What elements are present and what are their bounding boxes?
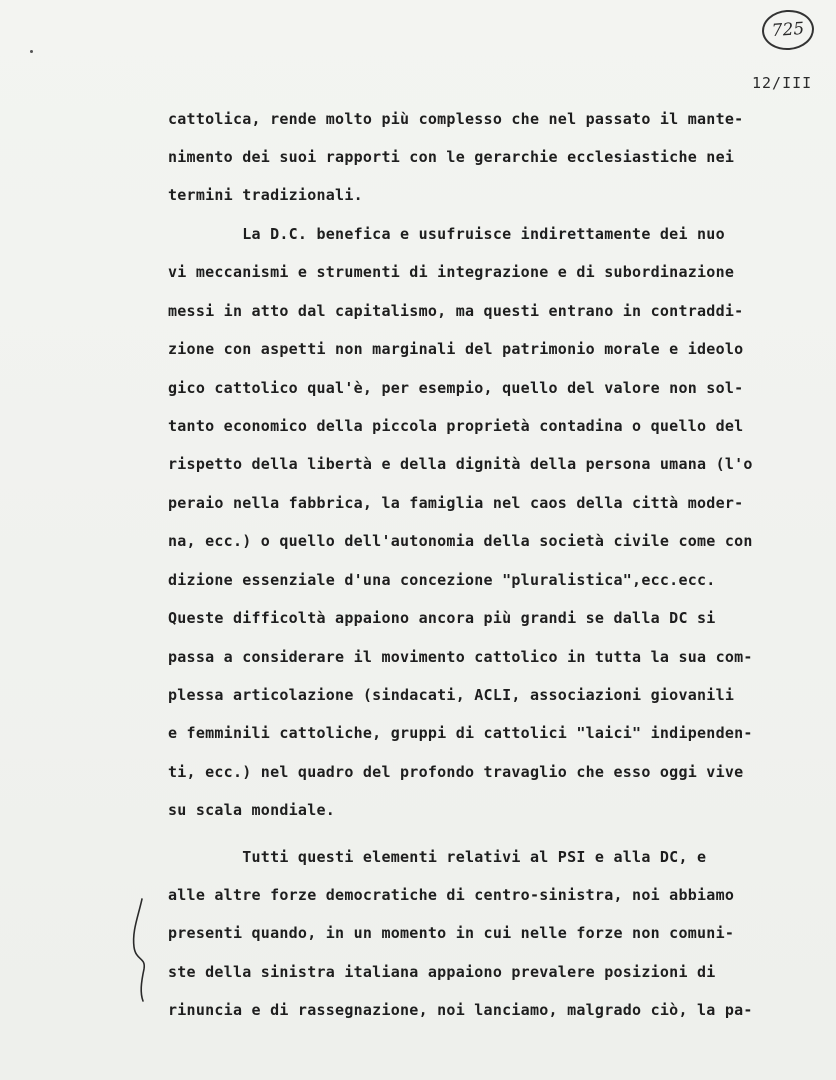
- margin-bracket-mark: [128, 895, 156, 1005]
- text-line: alle altre forze democratiche di centro-sinistra, noi abbiamo: [168, 886, 735, 904]
- text-line: ste della sinistra italiana appaiono prevalere posizioni di: [168, 963, 716, 981]
- text-line: presenti quando, in un momento in cui nelle forze non comuni-: [168, 924, 735, 942]
- page-number: 12/III: [752, 74, 813, 92]
- text-line: rispetto della libertà e della dignità della persona umana (l'o: [168, 455, 753, 473]
- ink-dot: [30, 50, 33, 53]
- text-line: plessa articolazione (sindacati, ACLI, associazioni giovanili: [168, 686, 735, 704]
- text-line: Queste difficoltà appaiono ancora più grandi se dalla DC si: [168, 609, 716, 627]
- text-line: tanto economico della piccola proprietà contadina o quello del: [168, 417, 744, 435]
- text-line: peraio nella fabbrica, la famiglia nel caos della città moder-: [168, 494, 744, 512]
- text-line: dizione essenziale d'una concezione "pluralistica",ecc.ecc.: [168, 571, 716, 589]
- archive-number: 725: [771, 18, 805, 42]
- text-line: na, ecc.) o quello dell'autonomia della società civile come con: [168, 532, 753, 550]
- text-line: cattolica, rende molto più complesso che nel passato il mante-: [168, 110, 744, 128]
- text-line: zione con aspetti non marginali del patrimonio morale e ideolo: [168, 340, 744, 358]
- text-line: su scala mondiale.: [168, 801, 336, 819]
- text-line: passa a considerare il movimento cattolico in tutta la sua com-: [168, 648, 753, 666]
- text-line: e femminili cattoliche, gruppi di cattolici "laici" indipenden-: [168, 724, 753, 742]
- text-line: rinuncia e di rassegnazione, noi lanciamo, malgrado ciò, la pa-: [168, 1001, 753, 1019]
- text-line: gico cattolico qual'è, per esempio, quello del valore non sol-: [168, 379, 744, 397]
- archive-number-stamp: [761, 8, 816, 52]
- text-line: Tutti questi elementi relativi al PSI e alla DC, e: [168, 848, 707, 866]
- text-line: vi meccanismi e strumenti di integrazione e di subordinazione: [168, 263, 735, 281]
- text-line: nimento dei suoi rapporti con le gerarchie ecclesiastiche nei: [168, 148, 735, 166]
- text-line: termini tradizionali.: [168, 186, 363, 204]
- text-line: La D.C. benefica e usufruisce indirettamente dei nuo: [168, 225, 725, 243]
- text-line: ti, ecc.) nel quadro del profondo travaglio che esso oggi vive: [168, 763, 744, 781]
- text-line: messi in atto dal capitalismo, ma questi entrano in contraddi-: [168, 302, 744, 320]
